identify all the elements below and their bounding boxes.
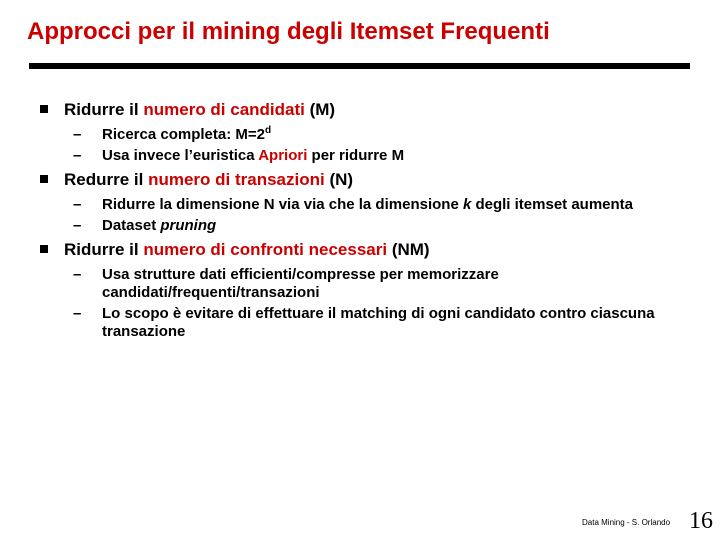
dash-icon: – bbox=[73, 126, 82, 143]
italic-k: k bbox=[462, 196, 472, 213]
sub-bullet-3-1-text: Usa strutture dati efficienti/compresse per memorizzare candidati/frequenti/transazioni bbox=[102, 266, 499, 301]
sub-bullet-1-2-pre: Usa invece l’euristica bbox=[102, 147, 259, 164]
slide-content bbox=[40, 100, 680, 341]
bullet-3-pre: Ridurre il bbox=[64, 240, 144, 259]
bullet-1-pre: Ridurre il bbox=[64, 100, 144, 119]
bullet-2 bbox=[40, 170, 680, 190]
sub-bullet-3-1 bbox=[40, 266, 572, 302]
sub-bullet-1-1 bbox=[40, 126, 680, 144]
footer-text: Data Mining - S. Orlando bbox=[582, 518, 671, 527]
bullet-2-highlight: numero di transazioni bbox=[148, 170, 325, 189]
page-number: 16 bbox=[689, 508, 713, 534]
sub-bullet-3-2 bbox=[40, 305, 662, 341]
square-bullet-icon bbox=[40, 245, 48, 253]
bullet-3-highlight: numero di confronti necessari bbox=[143, 240, 388, 259]
bullet-3 bbox=[40, 240, 680, 260]
slide-title: Approcci per il mining degli Itemset Frequenti bbox=[27, 18, 550, 45]
sub-bullet-1-1-text: Ricerca completa: M=2 bbox=[102, 126, 265, 143]
sub-bullet-1-2-post: per ridurre M bbox=[307, 147, 405, 164]
sub-bullet-3-2-text: Lo scopo è evitare di effettuare il matching di ogni candidato contro ciascuna transazione bbox=[102, 305, 655, 340]
bullet-1-highlight: numero di candidati bbox=[143, 100, 305, 119]
bullet-1-post: (M) bbox=[304, 100, 336, 119]
square-bullet-icon bbox=[40, 105, 48, 113]
square-bullet-icon bbox=[40, 175, 48, 183]
sub-bullet-2-1 bbox=[40, 196, 680, 214]
bullet-2-post: (N) bbox=[324, 170, 354, 189]
title-divider bbox=[29, 63, 690, 69]
dash-icon: – bbox=[73, 305, 82, 322]
dash-icon: – bbox=[73, 217, 82, 234]
bullet-2-pre: Redurre il bbox=[64, 170, 149, 189]
bullet-3-post: (NM) bbox=[387, 240, 430, 259]
sub-bullet-2-1-pre: Ridurre la dimensione N via via che la dimensione bbox=[102, 196, 463, 213]
sub-bullet-1-2-highlight: Apriori bbox=[258, 147, 308, 164]
dash-icon: – bbox=[73, 196, 82, 213]
sub-bullet-2-2-pre: Dataset bbox=[102, 217, 161, 234]
sub-bullet-2-2 bbox=[40, 217, 680, 235]
dash-icon: – bbox=[73, 147, 82, 164]
sub-bullet-2-1-post: degli itemset aumenta bbox=[471, 196, 634, 213]
superscript-d: d bbox=[265, 125, 272, 136]
dash-icon: – bbox=[73, 266, 82, 283]
sub-bullet-1-2 bbox=[40, 147, 680, 165]
italic-pruning: pruning bbox=[160, 217, 217, 234]
bullet-1 bbox=[40, 100, 680, 120]
